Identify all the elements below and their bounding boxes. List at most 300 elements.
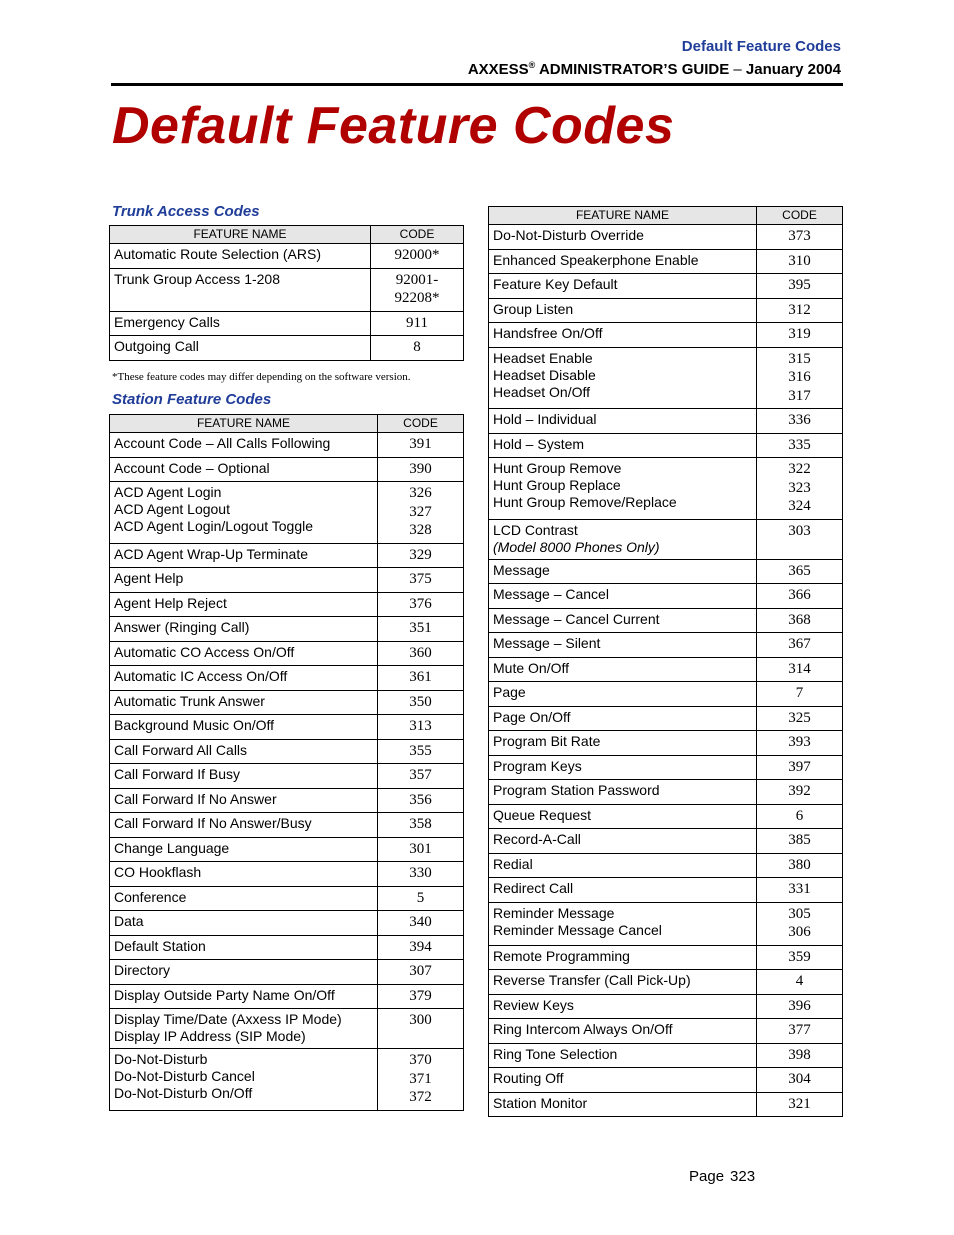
feature-name-cell xyxy=(110,764,378,789)
code-cell xyxy=(757,706,843,731)
code-cell xyxy=(757,608,843,633)
feature-code: 92208* xyxy=(394,290,440,306)
page-label: Page xyxy=(689,1168,725,1185)
feature-code: 92001- xyxy=(395,271,439,288)
feature-name-cell xyxy=(110,886,378,911)
feature-name: Call Forward If No Answer xyxy=(114,790,277,807)
feature-code: 361 xyxy=(409,669,432,685)
feature-name: Hunt Group Remove xyxy=(493,460,622,476)
feature-name-cell xyxy=(489,458,757,520)
feature-code: 377 xyxy=(788,1022,811,1038)
brand-name: AXXESS xyxy=(467,61,529,78)
feature-code: 393 xyxy=(788,734,811,750)
feature-name-cell xyxy=(110,268,371,311)
feature-code: 326 xyxy=(409,485,432,501)
feature-name-cell xyxy=(489,706,757,731)
table-row xyxy=(489,1092,843,1117)
code-cell xyxy=(378,715,464,740)
feature-code: 310 xyxy=(788,252,811,269)
table-row xyxy=(110,886,464,911)
station-feature-codes-table-continued xyxy=(488,206,843,1117)
table-row xyxy=(110,764,464,789)
feature-name-cell xyxy=(489,274,757,299)
feature-code: 312 xyxy=(788,301,811,318)
feature-code: 396 xyxy=(788,997,811,1014)
table-row xyxy=(110,935,464,960)
feature-name: Do-Not-Disturb xyxy=(114,1051,208,1067)
feature-name: Automatic Route Selection (ARS) xyxy=(114,246,321,262)
table-row xyxy=(489,878,843,903)
table-row xyxy=(110,1049,464,1111)
feature-code: 376 xyxy=(409,595,432,612)
code-cell xyxy=(371,311,464,336)
feature-code: 372 xyxy=(409,1089,432,1105)
feature-code: 315 xyxy=(788,350,811,367)
table-row xyxy=(110,911,464,936)
feature-name: Background Music On/Off xyxy=(114,717,275,733)
code-cell xyxy=(378,433,464,458)
feature-name-cell xyxy=(110,837,378,862)
code-cell xyxy=(371,336,464,361)
feature-name-cell xyxy=(110,641,378,666)
feature-name-cell xyxy=(110,592,378,617)
code-cell xyxy=(757,433,843,458)
table-row xyxy=(110,433,464,458)
feature-name-cell xyxy=(489,731,757,756)
feature-name: Answer (Ringing Call) xyxy=(114,619,250,635)
feature-code: 319 xyxy=(788,326,811,342)
table-row xyxy=(110,311,464,336)
feature-code: 301 xyxy=(409,840,432,857)
feature-name: Automatic CO Access On/Off xyxy=(114,643,295,660)
feature-name: Call Forward If Busy xyxy=(114,766,241,782)
trunk-section-title: Trunk Access Codes xyxy=(112,203,260,220)
feature-name: Reverse Transfer (Call Pick-Up) xyxy=(493,972,691,988)
code-cell xyxy=(378,935,464,960)
feature-name: Message – Cancel xyxy=(493,586,609,602)
code-cell xyxy=(757,945,843,970)
feature-code: 355 xyxy=(409,742,432,759)
code-cell xyxy=(757,458,843,520)
table-row xyxy=(489,409,843,434)
feature-name: Reminder Message xyxy=(493,904,615,921)
table-row xyxy=(110,617,464,642)
code-cell xyxy=(757,519,843,559)
feature-name-cell xyxy=(110,568,378,593)
feature-name: Redirect Call xyxy=(493,880,574,896)
code-cell xyxy=(757,298,843,323)
code-cell xyxy=(757,249,843,274)
feature-code: 370 xyxy=(409,1052,432,1068)
table-row xyxy=(489,970,843,995)
code-header: CODE xyxy=(378,415,464,433)
feature-code: 322 xyxy=(788,461,811,477)
code-cell xyxy=(757,902,843,945)
code-cell xyxy=(378,862,464,887)
feature-name: ACD Agent Login/Logout Toggle xyxy=(114,518,314,534)
feature-name-cell xyxy=(489,853,757,878)
table-header-row xyxy=(110,415,464,433)
feature-code: 307 xyxy=(409,963,432,979)
feature-name: Routing Off xyxy=(493,1070,564,1086)
code-cell xyxy=(378,1009,464,1049)
table-row xyxy=(489,829,843,854)
page-number-value: 323 xyxy=(730,1168,756,1185)
feature-name-cell xyxy=(489,657,757,682)
trunk-access-codes-table xyxy=(109,225,464,361)
feature-name-cell xyxy=(110,244,371,269)
feature-code: 8 xyxy=(413,339,421,355)
feature-name: Ring Tone Selection xyxy=(493,1045,618,1062)
feature-code: 317 xyxy=(788,387,811,404)
code-cell xyxy=(378,457,464,482)
table-row xyxy=(110,837,464,862)
feature-name-cell xyxy=(110,666,378,691)
table-row xyxy=(110,984,464,1009)
table-row xyxy=(489,249,843,274)
feature-code: 331 xyxy=(788,881,811,897)
feature-code: 357 xyxy=(409,767,432,783)
feature-name-cell xyxy=(110,433,378,458)
feature-name-cell xyxy=(110,739,378,764)
table-row xyxy=(110,592,464,617)
feature-name: Display Outside Party Name On/Off xyxy=(114,986,335,1003)
feature-code: 367 xyxy=(788,636,811,652)
feature-name-cell xyxy=(110,690,378,715)
feature-name: Headset Enable xyxy=(493,349,593,366)
feature-code: 350 xyxy=(409,693,432,710)
feature-code: 394 xyxy=(409,938,432,955)
code-cell xyxy=(757,731,843,756)
feature-name: Station Monitor xyxy=(493,1094,588,1111)
table-row xyxy=(489,657,843,682)
table-row xyxy=(110,690,464,715)
feature-name: Change Language xyxy=(114,839,230,856)
feature-name: Redial xyxy=(493,855,533,872)
code-cell xyxy=(378,788,464,813)
table-row xyxy=(489,780,843,805)
feature-name: Program Bit Rate xyxy=(493,733,601,749)
code-header: CODE xyxy=(757,207,843,225)
table-row xyxy=(110,244,464,269)
code-cell xyxy=(378,1049,464,1111)
feature-name: Enhanced Speakerphone Enable xyxy=(493,251,699,268)
feature-code: 395 xyxy=(788,277,811,293)
feature-name: Agent Help Reject xyxy=(114,594,227,611)
table-row xyxy=(110,641,464,666)
feature-name-cell xyxy=(489,1092,757,1117)
feature-name: ACD Agent Logout xyxy=(114,501,230,517)
table-row xyxy=(489,519,843,559)
feature-name: Review Keys xyxy=(493,996,574,1013)
feature-name: Emergency Calls xyxy=(114,313,220,330)
table-row xyxy=(489,559,843,584)
code-cell xyxy=(378,764,464,789)
feature-code: 351 xyxy=(409,620,432,636)
feature-name: Mute On/Off xyxy=(493,659,569,676)
feature-code: 327 xyxy=(409,503,432,520)
feature-code: 365 xyxy=(788,562,811,579)
table-row xyxy=(489,804,843,829)
code-cell xyxy=(378,543,464,568)
feature-code: 360 xyxy=(409,644,432,661)
code-cell xyxy=(757,584,843,609)
feature-name-cell xyxy=(489,584,757,609)
feature-name-cell xyxy=(489,682,757,707)
feature-name: Account Code – All Calls Following xyxy=(114,435,331,451)
feature-name-cell xyxy=(489,323,757,348)
feature-name-cell xyxy=(489,804,757,829)
feature-code: 380 xyxy=(788,856,811,873)
table-row xyxy=(110,862,464,887)
feature-name: Do-Not-Disturb Cancel xyxy=(114,1068,255,1084)
feature-name-header: FEATURE NAME xyxy=(110,226,371,244)
feature-name: Program Keys xyxy=(493,757,582,774)
table-row xyxy=(489,731,843,756)
feature-code: 375 xyxy=(409,571,432,587)
code-cell xyxy=(757,1092,843,1117)
code-cell xyxy=(371,268,464,311)
table-row xyxy=(489,682,843,707)
feature-name-cell xyxy=(489,829,757,854)
feature-name: CO Hookflash xyxy=(114,864,202,880)
feature-name: Call Forward If No Answer/Busy xyxy=(114,815,312,831)
table-row xyxy=(489,225,843,250)
feature-name: (Model 8000 Phones Only) xyxy=(493,538,660,555)
code-cell xyxy=(378,984,464,1009)
code-cell xyxy=(378,739,464,764)
feature-name: Default Station xyxy=(114,937,206,954)
feature-name: LCD Contrast xyxy=(493,521,578,538)
feature-name: Account Code – Optional xyxy=(114,459,270,476)
feature-code: 314 xyxy=(788,660,811,677)
feature-name: Directory xyxy=(114,962,171,978)
feature-code: 366 xyxy=(788,587,811,603)
feature-code: 371 xyxy=(409,1070,432,1087)
header-rule xyxy=(111,83,843,86)
feature-name-cell xyxy=(489,1043,757,1068)
table-row xyxy=(110,813,464,838)
feature-name: Do-Not-Disturb Override xyxy=(493,227,644,243)
feature-code: 323 xyxy=(788,479,811,496)
feature-name-cell xyxy=(489,633,757,658)
feature-name: Message – Cancel Current xyxy=(493,610,660,627)
feature-name-cell xyxy=(110,788,378,813)
feature-name: Group Listen xyxy=(493,300,574,317)
code-cell xyxy=(757,1019,843,1044)
table-row xyxy=(489,1019,843,1044)
guide-date: January 2004 xyxy=(745,61,841,78)
feature-name: Headset Disable xyxy=(493,366,596,383)
feature-name-cell xyxy=(110,617,378,642)
feature-name-cell xyxy=(489,225,757,250)
feature-name: Trunk Group Access 1-208 xyxy=(114,270,281,287)
feature-name-cell xyxy=(489,945,757,970)
feature-name: Remote Programming xyxy=(493,947,630,964)
feature-code: 340 xyxy=(409,914,432,930)
code-cell xyxy=(757,970,843,995)
feature-name-header: FEATURE NAME xyxy=(489,207,757,225)
table-header-row xyxy=(489,207,843,225)
table-row xyxy=(110,960,464,985)
feature-code: 4 xyxy=(795,973,804,989)
header-guide-title xyxy=(468,60,841,78)
table-row xyxy=(110,482,464,544)
code-cell xyxy=(378,690,464,715)
feature-name-cell xyxy=(110,813,378,838)
code-cell xyxy=(757,657,843,682)
table-row xyxy=(489,755,843,780)
table-row xyxy=(110,739,464,764)
code-cell xyxy=(757,994,843,1019)
table-row xyxy=(110,336,464,361)
feature-code: 325 xyxy=(788,709,811,726)
feature-code: 379 xyxy=(409,987,432,1004)
page-number xyxy=(689,1168,755,1185)
code-cell xyxy=(378,666,464,691)
table-row xyxy=(489,274,843,299)
table-row xyxy=(110,788,464,813)
feature-name: Display Time/Date (Axxess IP Mode) xyxy=(114,1011,342,1027)
code-cell xyxy=(378,886,464,911)
code-cell xyxy=(378,641,464,666)
code-cell xyxy=(378,837,464,862)
feature-name-cell xyxy=(110,457,378,482)
feature-name-cell xyxy=(489,409,757,434)
table-row xyxy=(489,1043,843,1068)
feature-code: 359 xyxy=(788,948,811,965)
feature-code: 390 xyxy=(409,460,432,477)
feature-code: 313 xyxy=(409,718,432,734)
feature-name: Record-A-Call xyxy=(493,831,581,847)
feature-name-cell xyxy=(489,994,757,1019)
feature-code: 300 xyxy=(409,1012,432,1028)
feature-name-header: FEATURE NAME xyxy=(110,415,378,433)
feature-code: 5 xyxy=(416,889,425,906)
table-row xyxy=(489,1068,843,1093)
feature-code: 6 xyxy=(795,807,804,824)
feature-name: Message – Silent xyxy=(493,635,601,651)
code-cell xyxy=(757,559,843,584)
feature-name-cell xyxy=(110,935,378,960)
code-cell xyxy=(757,755,843,780)
header-separator: – xyxy=(733,61,742,78)
feature-name-cell xyxy=(489,902,757,945)
feature-name: Data xyxy=(114,913,144,929)
code-cell xyxy=(378,960,464,985)
feature-name: Conference xyxy=(114,888,187,905)
feature-code: 368 xyxy=(788,611,811,628)
code-cell xyxy=(378,592,464,617)
code-cell xyxy=(757,829,843,854)
feature-name: Headset On/Off xyxy=(493,383,591,400)
feature-name: Page On/Off xyxy=(493,708,571,725)
code-cell xyxy=(757,780,843,805)
page-title: Default Feature Codes xyxy=(112,97,675,155)
code-cell xyxy=(757,853,843,878)
trunk-footnote: *These feature codes may differ depending on the software version. xyxy=(112,371,411,383)
code-cell xyxy=(757,409,843,434)
feature-name: Hold – System xyxy=(493,435,585,452)
feature-code: 328 xyxy=(409,522,432,538)
table-row xyxy=(110,543,464,568)
feature-name: Handsfree On/Off xyxy=(493,325,603,341)
feature-name: Call Forward All Calls xyxy=(114,741,248,758)
code-cell xyxy=(757,274,843,299)
feature-name-cell xyxy=(110,984,378,1009)
feature-code: 392 xyxy=(788,783,811,799)
feature-name: Automatic Trunk Answer xyxy=(114,692,265,709)
feature-code: 391 xyxy=(409,436,432,452)
feature-name: ACD Agent Wrap-Up Terminate xyxy=(114,545,309,562)
table-row xyxy=(489,706,843,731)
feature-code: 305 xyxy=(788,905,811,922)
table-row xyxy=(489,945,843,970)
table-row xyxy=(110,457,464,482)
code-cell xyxy=(757,682,843,707)
feature-code: 397 xyxy=(788,758,811,775)
table-row xyxy=(489,298,843,323)
table-row xyxy=(489,994,843,1019)
table-row xyxy=(110,568,464,593)
feature-name-cell xyxy=(489,878,757,903)
table-row xyxy=(110,268,464,311)
feature-code: 356 xyxy=(409,791,432,808)
feature-code: 7 xyxy=(795,685,804,701)
feature-code: 385 xyxy=(788,832,811,848)
feature-code: 335 xyxy=(788,436,811,453)
table-row xyxy=(489,433,843,458)
feature-code: 304 xyxy=(788,1071,811,1087)
feature-name-cell xyxy=(489,347,757,409)
code-cell xyxy=(371,244,464,269)
feature-name-cell xyxy=(110,862,378,887)
code-cell xyxy=(757,804,843,829)
feature-code: 303 xyxy=(788,522,811,539)
table-row xyxy=(489,458,843,520)
table-row xyxy=(110,1009,464,1049)
table-row xyxy=(489,347,843,409)
feature-name: Agent Help xyxy=(114,570,184,586)
table-row xyxy=(489,853,843,878)
feature-name: Hold – Individual xyxy=(493,411,597,427)
guide-name: ADMINISTRATOR’S GUIDE xyxy=(538,61,730,78)
feature-name: Queue Request xyxy=(493,806,592,823)
feature-name-cell xyxy=(489,519,757,559)
code-cell xyxy=(757,1068,843,1093)
feature-code: 373 xyxy=(788,228,811,244)
code-cell xyxy=(757,1043,843,1068)
table-row xyxy=(489,902,843,945)
feature-name-cell xyxy=(489,780,757,805)
code-cell xyxy=(378,617,464,642)
feature-code: 306 xyxy=(788,924,811,940)
feature-name: Message xyxy=(493,561,550,578)
code-cell xyxy=(757,323,843,348)
code-header: CODE xyxy=(371,226,464,244)
feature-name-cell xyxy=(110,543,378,568)
feature-name: Hunt Group Replace xyxy=(493,477,621,493)
feature-name-cell xyxy=(110,960,378,985)
feature-name: Do-Not-Disturb On/Off xyxy=(114,1085,253,1101)
feature-code: 330 xyxy=(409,865,432,881)
feature-code: 329 xyxy=(409,546,432,563)
feature-name: Ring Intercom Always On/Off xyxy=(493,1021,673,1037)
station-feature-codes-table xyxy=(109,414,464,1111)
feature-code: 336 xyxy=(788,412,811,428)
feature-name-cell xyxy=(489,1068,757,1093)
feature-name-cell xyxy=(110,482,378,544)
